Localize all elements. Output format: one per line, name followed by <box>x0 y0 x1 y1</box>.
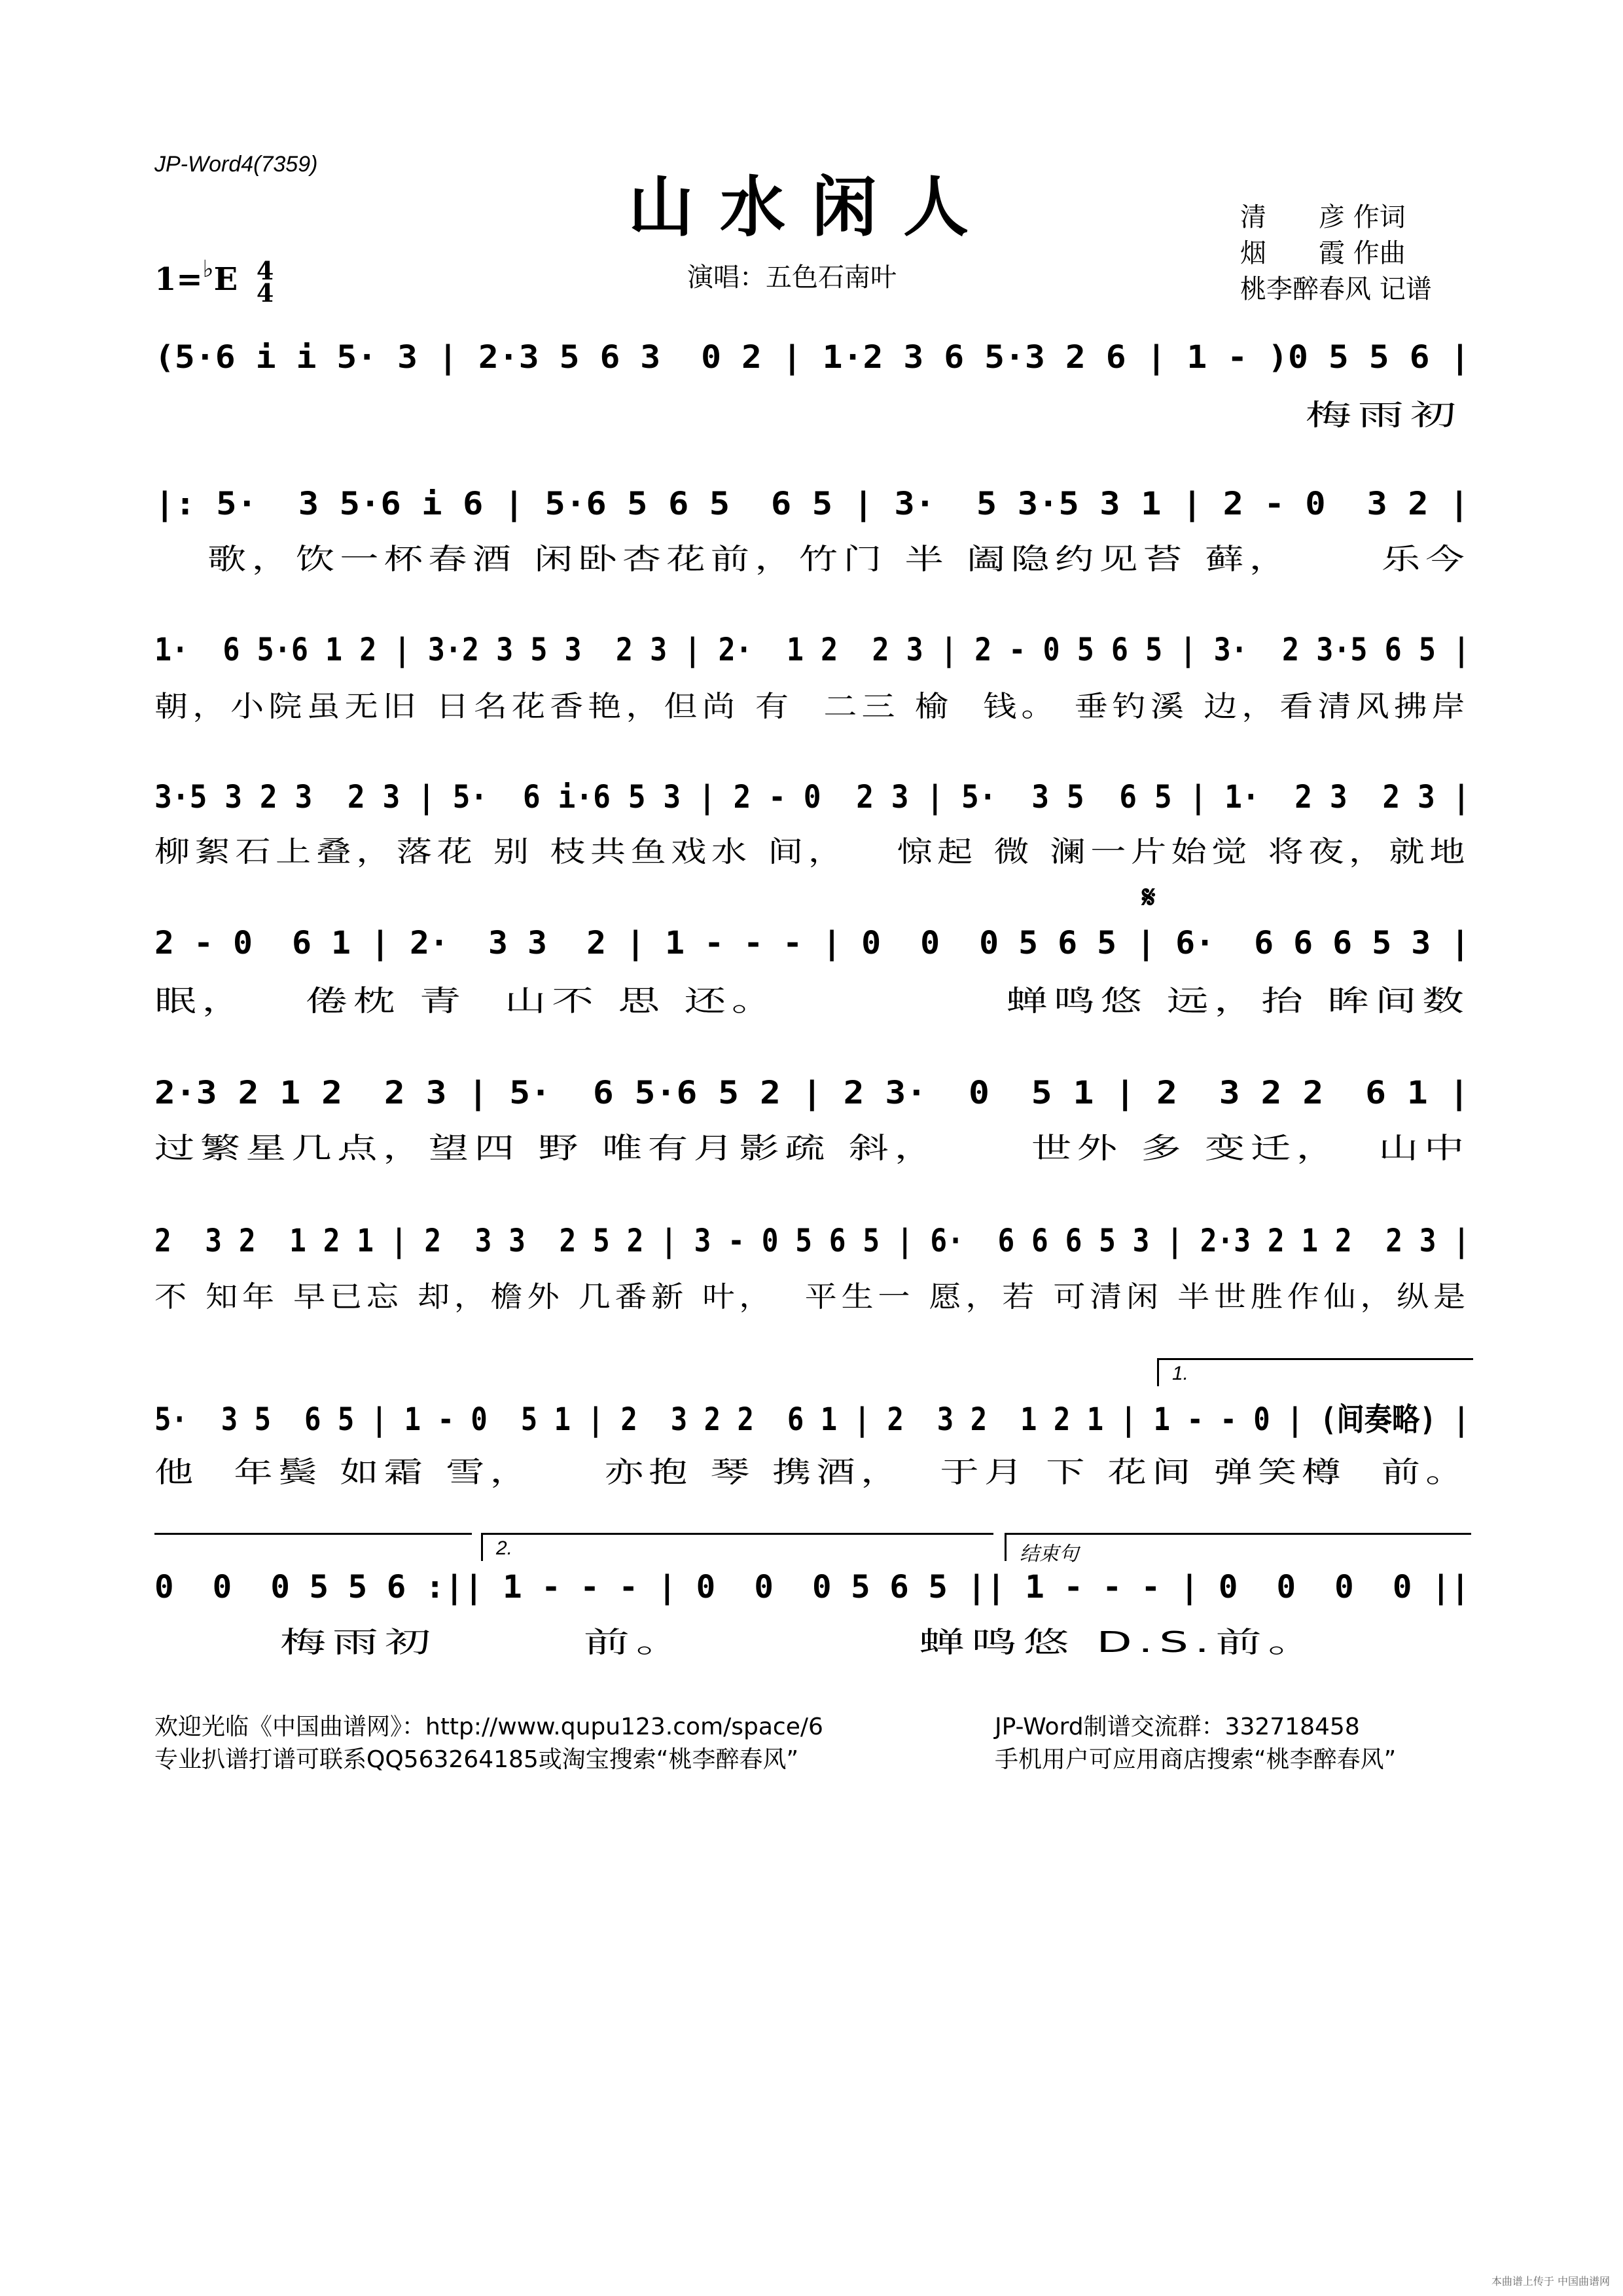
ending-label: 结束句 <box>1020 1543 1079 1565</box>
staff-system-9 <box>154 1569 1470 1608</box>
meter-bottom: 4 <box>256 278 274 308</box>
lyrics-line-3 <box>154 683 1470 722</box>
lyrics-text: 过繁星几点，望四 野 唯有月影疏 斜， 世外 多 变迁， 山中 <box>154 1132 1470 1165</box>
notes-line: 2 3 2 1 2 1 | 2 3 3 2 5 2 | 3 - 0 5 6 5 | 6· 6 6 6 5 3 | 2·3 2 1 2 2 3 | <box>154 1223 1471 1259</box>
time-signature <box>256 255 274 308</box>
meter-top: 4 <box>256 255 274 285</box>
song-title: 山水闲人 <box>628 168 995 245</box>
lyrics-text: 梅雨初 <box>154 399 1463 432</box>
lyrics-text: 柳絮石上叠，落花 别 枝共鱼戏水 间， 惊起 微 澜一片始觉 将夜，就地 <box>154 835 1470 869</box>
flat-icon: ♭ <box>202 255 214 283</box>
key-note: E <box>213 261 238 298</box>
lyrics-line-2 <box>154 535 1470 575</box>
lyrics-text: 不 知年 早已忘 却，檐外 几番新 叶， 平生一 愿，若 可清闲 半世胜作仙，纵是 <box>154 1280 1470 1314</box>
lyrics-text: 眠， 倦枕 青 山不 思 还。 蝉鸣悠 远，抬 眸间数 <box>154 984 1470 1018</box>
lyrics-line-1 <box>154 391 1470 431</box>
lyrics-line-7 <box>154 1273 1470 1312</box>
notes-line: |: 5· 3 5·6 i 6 | 5·6 5 6 5 6 5 | 3· 5 3·5 3 1 | 2 - 0 3 2 | <box>154 486 1470 522</box>
staff-system-5 <box>154 925 1470 964</box>
notes-line: 1· 6 5·6 1 2 | 3·2 3 5 3 2 3 | 2· 1 2 2 3 | 2 - 0 5 6 5 | 3· 2 3·5 6 5 | <box>154 632 1471 668</box>
notes-line: 2 - 0 6 1 | 2· 3 3 2 | 1 - - - | 0 0 0 5 6 5 | 6· 6 6 6 5 3 | <box>154 925 1471 961</box>
notes-line: 5· 3 5 6 5 | 1 - 0 5 1 | 2 3 2 2 6 1 | 2 3 2 1 2 1 | 1 - - 0 | (间奏略) | <box>154 1401 1470 1438</box>
volta-1-bracket <box>1157 1358 1473 1386</box>
staff-system-3 <box>154 632 1470 671</box>
staff-system-7 <box>154 1223 1470 1262</box>
notes-line: 3·5 3 2 3 2 3 | 5· 6 i·6 5 3 | 2 - 0 2 3 | 5· 3 5 6 5 | 1· 2 3 2 3 | <box>154 779 1471 816</box>
composer: 烟 霞 作曲 <box>1240 238 1406 268</box>
singer: 演唱：五色石南叶 <box>687 262 897 293</box>
notes-line: 0 0 0 5 5 6 :|| 1 - - - | 0 0 0 5 6 5 || 1 - - - | 0 0 0 0 || <box>154 1569 1471 1605</box>
volta-2-label: 2. <box>496 1537 513 1559</box>
software-label: JP-Word4(7359) <box>154 152 318 177</box>
key-signature <box>154 255 274 308</box>
staff-system-6 <box>154 1075 1470 1114</box>
lyrics-line-6 <box>154 1124 1470 1164</box>
segno-icon: 𝄋 <box>1142 879 1156 916</box>
key-label: 1= <box>154 261 203 298</box>
corner-watermark: 本曲谱上传于 中国曲谱网 <box>1491 2275 1610 2287</box>
staff-system-8 <box>154 1394 1470 1438</box>
ending-bracket <box>1005 1533 1471 1565</box>
staff-system-2 <box>154 486 1470 525</box>
notes-line: (5·6 i i 5· 3 | 2·3 5 6 3 0 2 | 1·2 3 6 5·3 2 6 | 1 - )0 5 5 6 | <box>154 339 1471 376</box>
footer-line-2-left: 专业扒谱打谱可联系QQ563264185或淘宝搜索“桃李醉春风” <box>154 1746 799 1773</box>
lyricist: 清 彦 作词 <box>1240 202 1406 232</box>
notes-line: 2·3 2 1 2 2 3 | 5· 6 5·6 5 2 | 2 3· 0 5 1 | 2 3 2 2 6 1 | <box>154 1075 1470 1111</box>
footer-line-1-right: JP-Word制谱交流群：332718458 <box>995 1713 1360 1740</box>
lyrics-text: 他 年鬓 如霜 雪， 亦抱 琴 携酒， 于月 下 花间 弹笑樽 前。 <box>154 1456 1470 1489</box>
staff-system-4 <box>154 779 1470 818</box>
footer-line-1-left: 欢迎光临《中国曲谱网》：http://www.qupu123.com/space/6 <box>154 1713 823 1740</box>
footer-line-2-right: 手机用户可应用商店搜索“桃李醉春风” <box>995 1746 1397 1773</box>
staff-system-1 <box>154 339 1470 378</box>
transcriber: 桃李醉春风 记谱 <box>1240 274 1432 304</box>
lyrics-text: 梅雨初 前。 蝉鸣悠 D.S.前。 <box>154 1626 1321 1659</box>
lyrics-text: 朝，小院虽无旧 日名花香艳，但尚 有 二三 榆 钱。 垂钓溪 边，看清风拂岸 <box>154 690 1470 723</box>
volta-2-bracket <box>481 1533 993 1561</box>
repeat-bracket <box>154 1533 472 1535</box>
lyrics-line-4 <box>154 828 1470 867</box>
volta-1-label: 1. <box>1172 1363 1189 1384</box>
lyrics-line-9 <box>154 1619 1470 1658</box>
lyrics-line-8 <box>154 1448 1470 1488</box>
lyrics-line-5 <box>154 977 1470 1016</box>
lyrics-text: 歌，饮一杯春酒 闲卧杏花前，竹门 半 阖隐约见苔 藓， 乐今 <box>154 543 1470 576</box>
